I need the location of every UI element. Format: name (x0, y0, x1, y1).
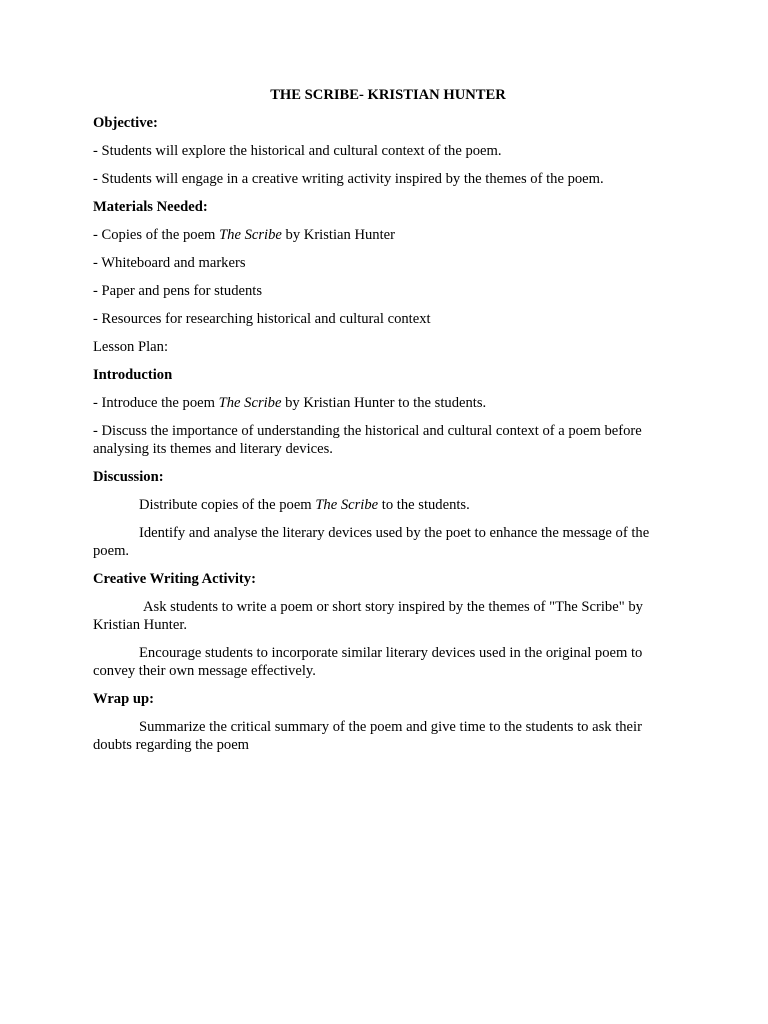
introduction-item-1 (93, 394, 683, 412)
materials-item-2: - Whiteboard and markers (93, 255, 246, 271)
objective-heading: Objective: (93, 115, 158, 131)
materials-item-1-after: by Kristian Hunter (281, 227, 395, 243)
discussion-item-1-after: to the students. (378, 497, 470, 513)
discussion-item-1 (93, 496, 683, 514)
creative-writing-item-2: Encourage students to incorporate similar literary devices used in the original poem to convey their own message effectively. (93, 645, 643, 679)
introduction-item-1-before: - Introduce the poem (93, 395, 219, 411)
materials-item-1 (93, 226, 683, 244)
discussion-heading: Discussion: (93, 469, 164, 485)
discussion-item-2: Identify and analyse the literary devices used by the poet to enhance the message of the poem. (93, 525, 650, 559)
objective-item-1: - Students will explore the historical and cultural context of the poem. (93, 143, 502, 159)
introduction-heading: Introduction (93, 367, 173, 383)
creative-writing-heading: Creative Writing Activity: (93, 571, 256, 587)
materials-item-1-before: - Copies of the poem (93, 227, 220, 243)
objective-item-2: - Students will engage in a creative writing activity inspired by the themes of the poem. (93, 171, 604, 187)
materials-item-4: - Resources for researching historical and cultural context (93, 311, 431, 327)
introduction-item-1-after: by Kristian Hunter to the students. (281, 395, 487, 411)
materials-heading: Materials Needed: (93, 199, 208, 215)
wrap-up-heading: Wrap up: (93, 691, 154, 707)
creative-writing-item-1: Ask students to write a poem or short story inspired by the themes of "The Scribe" by Kristian Hunter. (93, 599, 643, 633)
introduction-item-2: - Discuss the importance of understanding the historical and cultural context of a poem before analysing its themes and literary devices. (93, 423, 642, 457)
introduction-item-1-poem-title: The Scribe (218, 395, 282, 411)
discussion-item-1-before: Distribute copies of the poem (139, 497, 316, 513)
lesson-plan-label: Lesson Plan: (93, 339, 168, 355)
wrap-up-item-1: Summarize the critical summary of the poem and give time to the students to ask their doubts regarding the poem (93, 719, 642, 753)
discussion-item-1-poem-title: The Scribe (315, 497, 379, 513)
materials-item-3: - Paper and pens for students (93, 283, 263, 299)
document-title: THE SCRIBE- KRISTIAN HUNTER (270, 87, 506, 103)
document-page (93, 86, 683, 764)
materials-item-1-poem-title: The Scribe (219, 227, 282, 243)
